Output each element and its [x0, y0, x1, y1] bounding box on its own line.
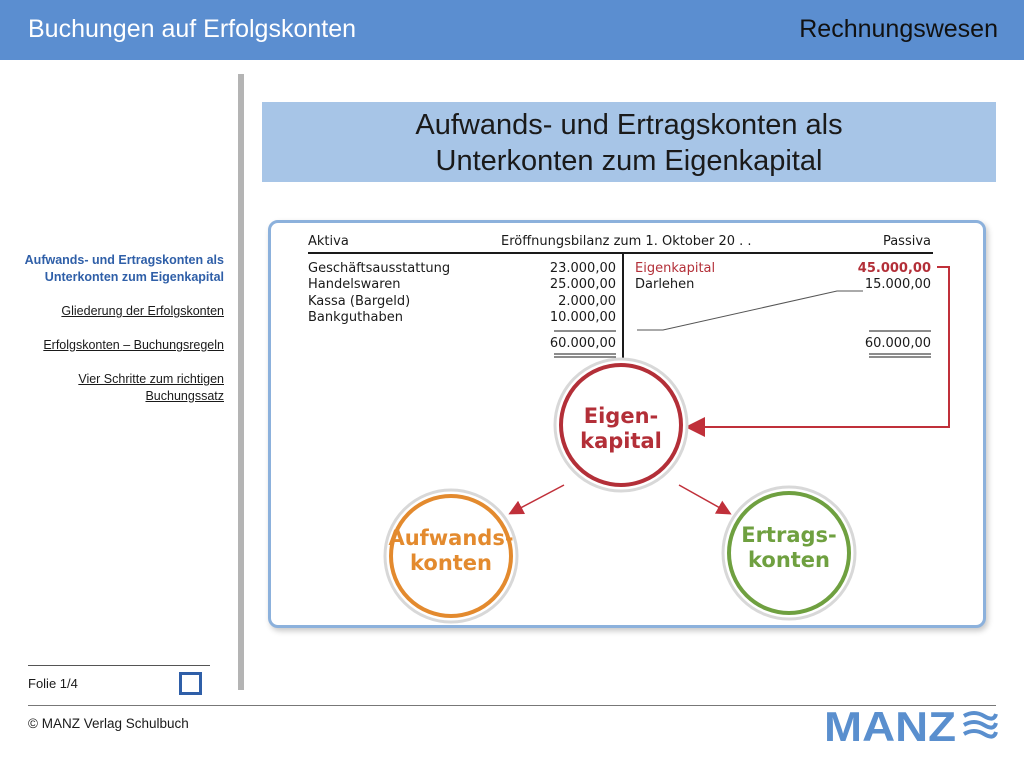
sidebar-item-aufwands-ertragskonten[interactable]: Aufwands- und Ertragskonten als Unterkonten zum Eigenkapital [24, 253, 224, 284]
slide-title-line1: Aufwands- und Ertragskonten als [415, 109, 843, 141]
passiva-row-label-eigenkapital: Eigenkapital [635, 261, 716, 276]
slide-nav-button[interactable] [179, 672, 202, 695]
header-bar [0, 0, 1024, 60]
footer-rule [28, 665, 210, 666]
balance-diagram [268, 220, 986, 628]
ertragskonten-circle [723, 487, 855, 619]
sidebar-nav [24, 252, 224, 422]
sidebar-divider [238, 74, 244, 690]
manz-logo-text: MANZ [824, 706, 956, 746]
sidebar-item-vier-schritte[interactable]: Vier Schritte zum richtigen Buchungssatz [78, 372, 224, 403]
manz-logo-waves-icon [964, 713, 996, 737]
sidebar-item-gliederung[interactable]: Gliederung der Erfolgskonten [61, 304, 224, 318]
passiva-row-value: 15.000,00 [864, 277, 931, 292]
eigenkapital-label-line2: kapital [580, 429, 662, 453]
sidebar-item-buchungsregeln[interactable]: Erfolgskonten – Buchungsregeln [43, 338, 224, 352]
slide-title-line2: Unterkonten zum Eigenkapital [435, 145, 823, 177]
aufwandskonten-label-line1: Aufwands- [388, 526, 514, 550]
aktiva-header: Aktiva [308, 234, 349, 249]
eigenkapital-circle [555, 359, 687, 491]
aufwandskonten-label-line2: konten [409, 551, 493, 575]
ertragskonten-label-line2: konten [747, 548, 831, 572]
subject-title: Rechnungswesen [799, 15, 998, 43]
balance-title: Eröffnungsbilanz zum 1. Oktober 20 . . [501, 234, 752, 249]
aktiva-row-value: 25.000,00 [549, 277, 616, 292]
aktiva-row-label: Bankguthaben [308, 310, 403, 325]
copyright-notice: © MANZ Verlag Schulbuch [28, 716, 189, 731]
slide-counter: Folie 1/4 [28, 676, 78, 691]
aktiva-total: 60.000,00 [549, 336, 616, 351]
aktiva-row-label: Geschäftsausstattung [308, 261, 451, 276]
aktiva-row-value: 10.000,00 [549, 310, 616, 325]
aktiva-row-label: Handelswaren [308, 277, 401, 292]
ertragskonten-label-line1: Ertrags- [741, 523, 837, 547]
eigenkapital-label-line1: Eigen- [583, 404, 659, 428]
passiva-header: Passiva [882, 234, 931, 249]
aktiva-row-value: 23.000,00 [549, 261, 616, 276]
aufwandskonten-circle [385, 490, 517, 622]
aktiva-row-value: 2.000,00 [558, 294, 616, 309]
arrow-to-ertragskonten [679, 485, 729, 513]
slide-title [262, 102, 996, 182]
balance-diagram-svg [271, 223, 983, 625]
arrow-to-aufwandskonten [511, 485, 564, 513]
passiva-row-label: Darlehen [635, 277, 695, 292]
passiva-row-value-eigenkapital: 45.000,00 [857, 261, 931, 276]
passiva-fill-line [637, 291, 863, 330]
chapter-title: Buchungen auf Erfolgskonten [28, 15, 357, 43]
aktiva-row-label: Kassa (Bargeld) [308, 294, 411, 309]
manz-logo [824, 706, 1000, 746]
passiva-total: 60.000,00 [864, 336, 931, 351]
